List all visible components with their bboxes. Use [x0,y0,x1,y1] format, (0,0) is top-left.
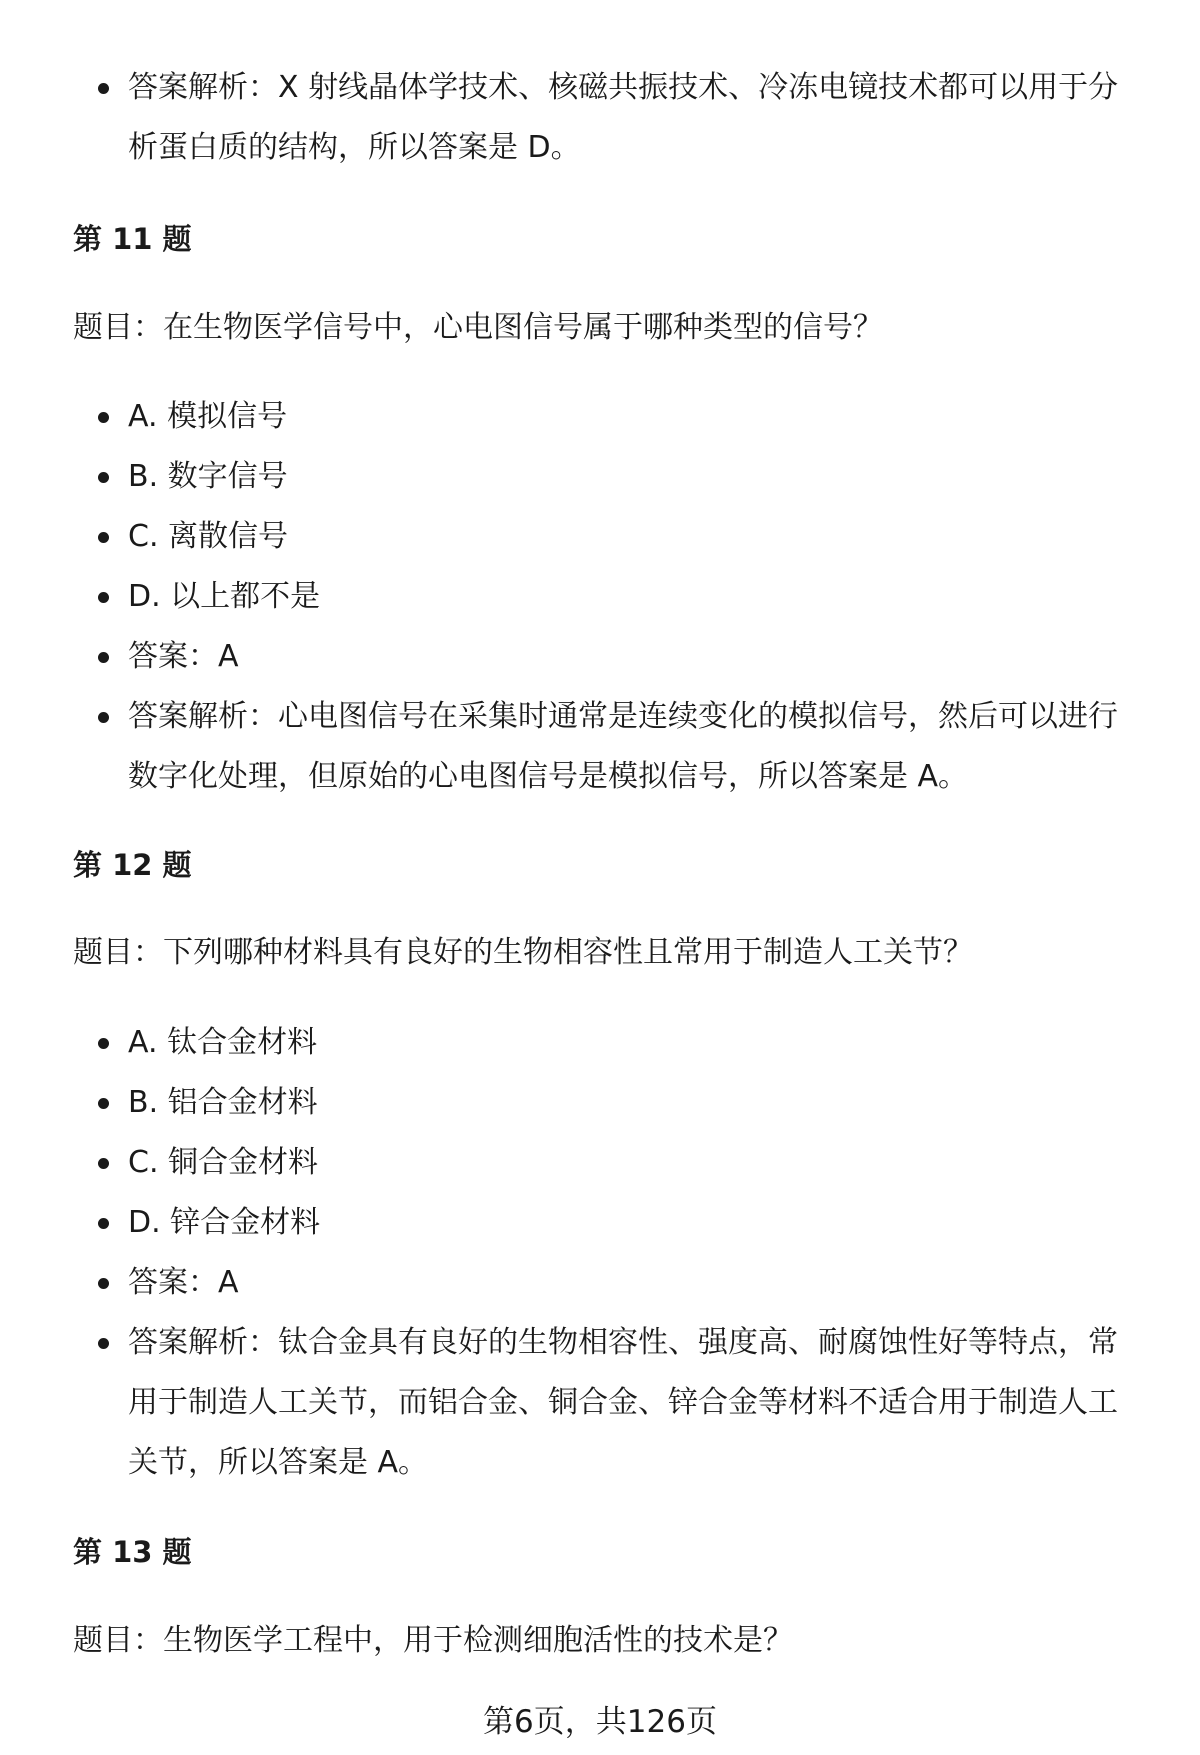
option-d: D. 锌合金材料 [0,1193,1200,1253]
question-12-options [0,1013,1200,1493]
question-11-heading: 第 11 题 [73,222,192,256]
prev-question-explanation-list [0,58,1200,178]
option-c: C. 铜合金材料 [0,1133,1200,1193]
question-13-text: 题目：生物医学工程中，用于检测细胞活性的技术是？ [73,1623,793,1658]
question-12-text: 题目：下列哪种材料具有良好的生物相容性且常用于制造人工关节？ [73,935,973,970]
answer-explanation: 答案解析：钛合金具有良好的生物相容性、强度高、耐腐蚀性好等特点，常用于制造人工关节，而铝合金、铜合金、锌合金等材料不适合用于制造人工关节，所以答案是 A。 [0,1313,1200,1493]
option-a: A. 模拟信号 [0,387,1200,447]
question-13-heading: 第 13 题 [73,1535,192,1569]
question-12-heading: 第 12 题 [73,848,192,882]
question-11-options [0,387,1200,807]
answer-explanation: 答案解析：心电图信号在采集时通常是连续变化的模拟信号，然后可以进行数字化处理，但原始的心电图信号是模拟信号，所以答案是 A。 [0,687,1200,807]
option-b: B. 数字信号 [0,447,1200,507]
answer: 答案：A [0,1253,1200,1313]
prev-explanation: 答案解析：X 射线晶体学技术、核磁共振技术、冷冻电镜技术都可以用于分析蛋白质的结构，所以答案是 D。 [0,58,1200,178]
answer: 答案：A [0,627,1200,687]
option-c: C. 离散信号 [0,507,1200,567]
page-number-footer: 第6页，共126页 [483,1704,717,1740]
option-b: B. 铝合金材料 [0,1073,1200,1133]
option-d: D. 以上都不是 [0,567,1200,627]
option-a: A. 钛合金材料 [0,1013,1200,1073]
question-11-text: 题目：在生物医学信号中，心电图信号属于哪种类型的信号？ [73,310,883,345]
